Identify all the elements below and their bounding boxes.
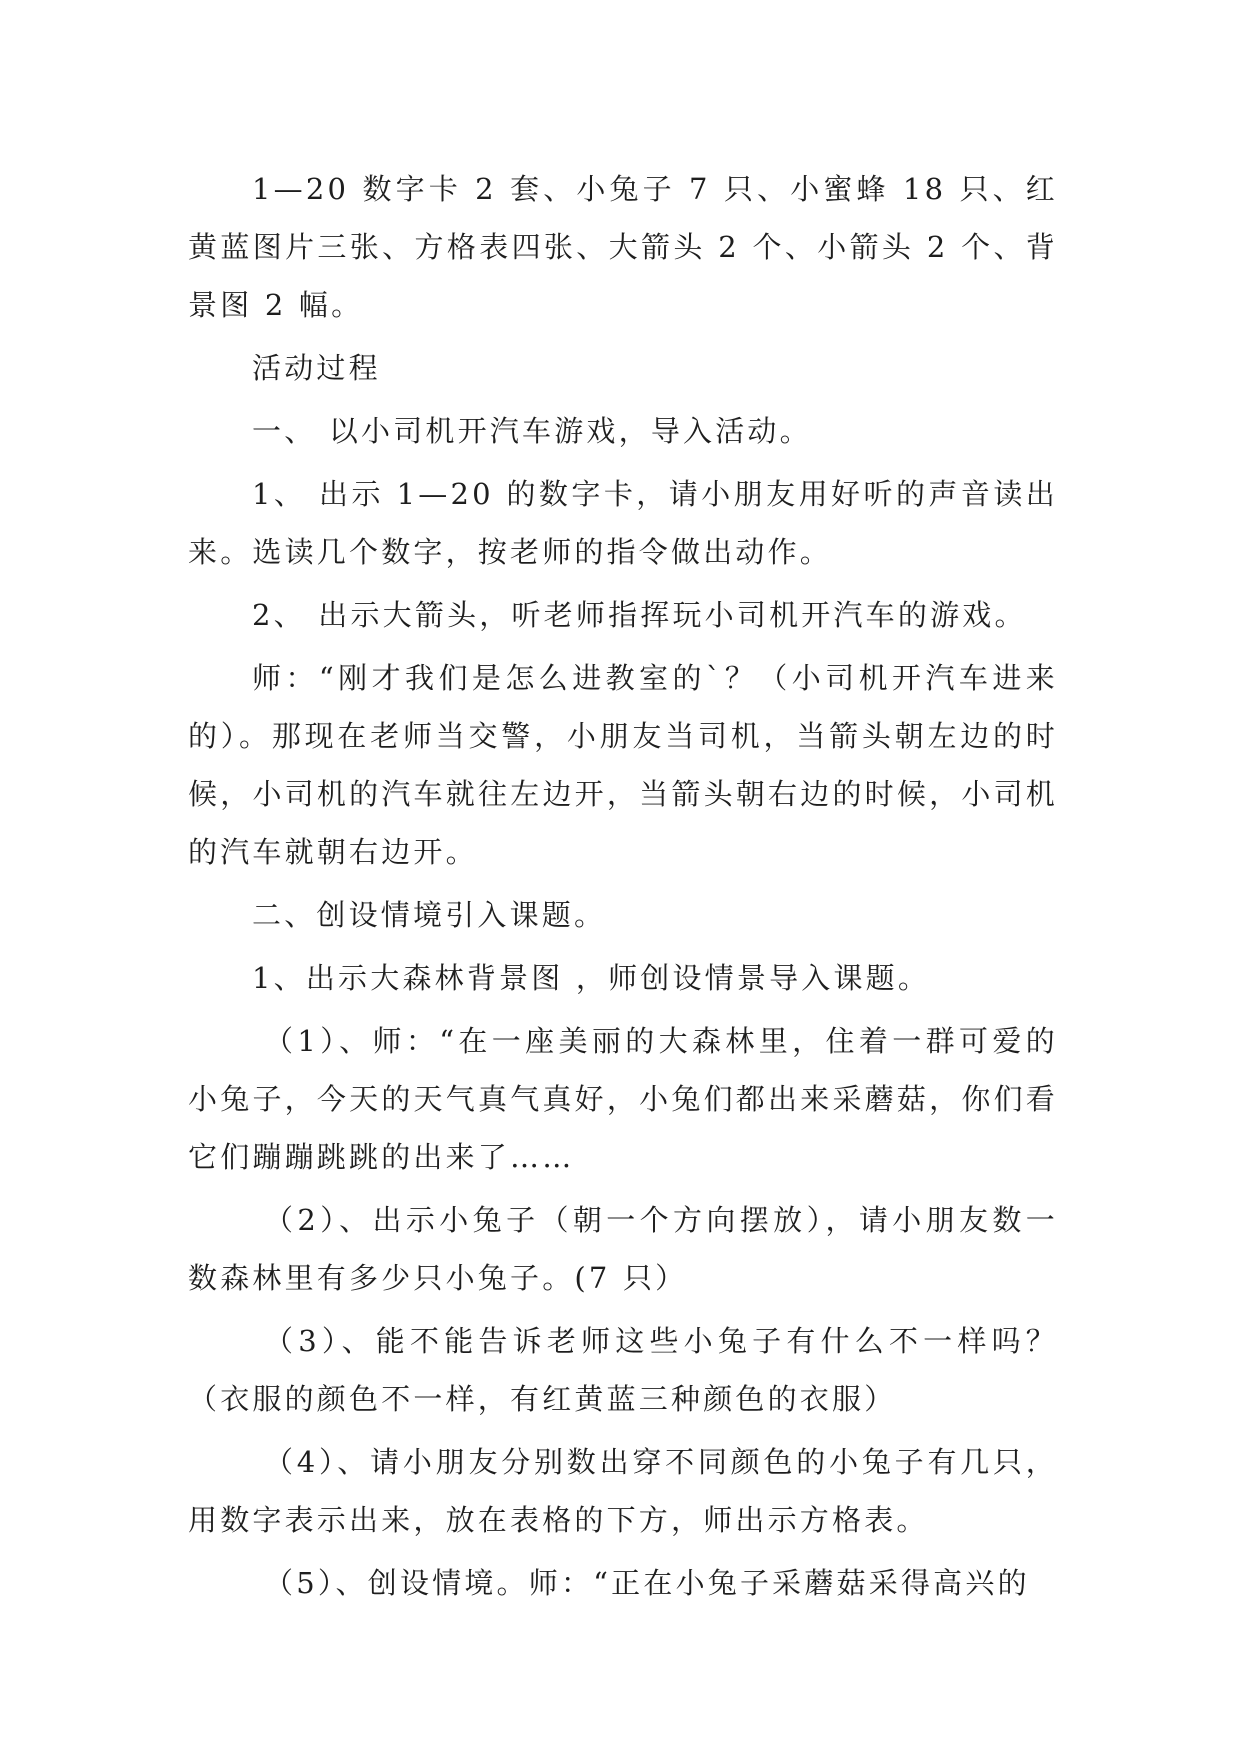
sub-item-4: （4）、请小朋友分别数出穿不同颜色的小兔子有几只，用数字表示出来，放在表格的下方，师出示方格表。 [188,1445,1058,1537]
step-item-1: 1、 出示 1—20 的数字卡，请小朋友用好听的声音读出来。选读几个数字，按老师的指令做出动作。 [188,477,1058,569]
step-heading-one: 一、 以小司机开汽车游戏，导入活动。 [252,414,812,448]
sub-item-3: （3）、能不能告诉老师这些小兔子有什么不一样吗？（衣服的颜色不一样，有红黄蓝三种颜色的衣服） [188,1324,1058,1416]
materials-paragraph: 1—20 数字卡 2 套、小兔子 7 只、小蜜蜂 18 只、红黄蓝图片三张、方格表四张、大箭头 2 个、小箭头 2 个、背景图 2 幅。 [188,172,1058,322]
step-item-2: 2、 出示大箭头，听老师指挥玩小司机开汽车的游戏。 [252,598,1027,632]
document-body [188,160,1058,1617]
sub-item-5: （5）、创设情境。师：“正在小兔子采蘑菇采得高兴的 [264,1566,1030,1600]
step-heading-two: 二、创设情境引入课题。 [252,898,607,932]
teacher-dialogue-paragraph: 师：“刚才我们是怎么进教室的`？（小司机开汽车进来的）。那现在老师当交警，小朋友当司机，当箭头朝左边的时候，小司机的汽车就往左边开，当箭头朝右边的时候，小司机的汽车就朝右边开。 [188,661,1058,869]
section-heading-activity-process: 活动过程 [252,351,381,385]
sub-item-1: （1）、师：“在一座美丽的大森林里，住着一群可爱的小兔子，今天的天气真气真好，小兔们都出来采蘑菇，你们看它们蹦蹦跳跳的出来了…… [188,1024,1058,1174]
sub-item-2: （2）、出示小兔子（朝一个方向摆放），请小朋友数一数森林里有多少只小兔子。(7 只） [188,1203,1058,1295]
step-item-forest: 1、出示大森林背景图 ，师创设情景导入课题。 [252,961,931,995]
